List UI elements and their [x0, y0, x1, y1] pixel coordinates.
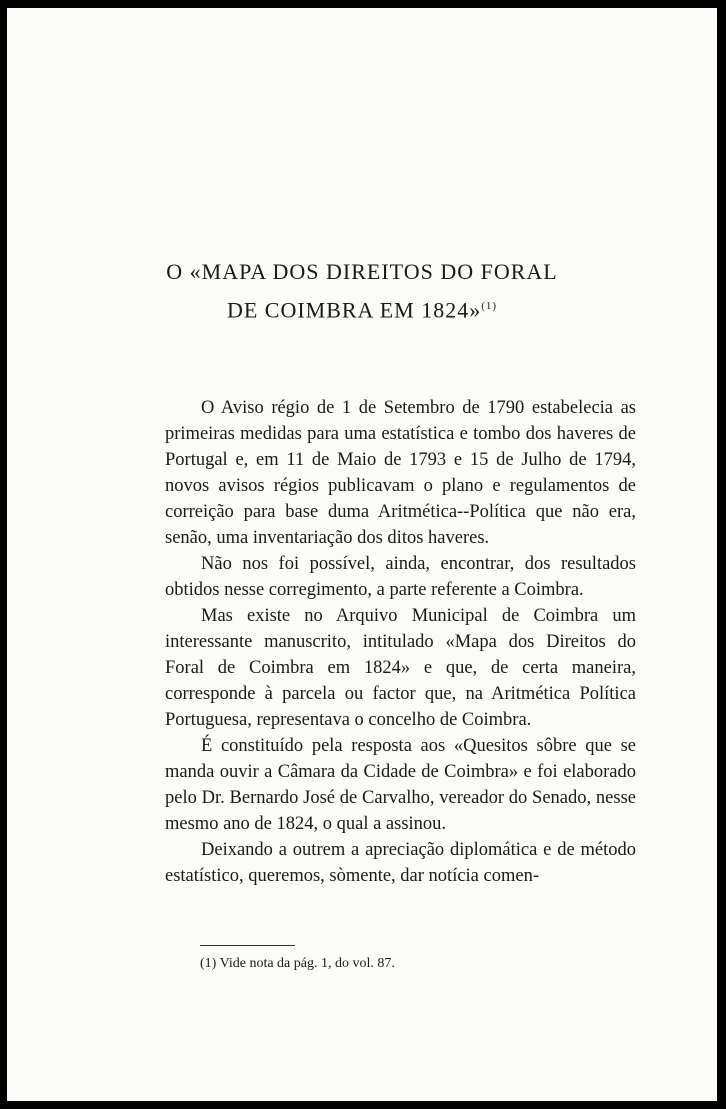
article-title [7, 255, 717, 327]
title-footnote-ref: (1) [481, 300, 498, 312]
paragraph: O Aviso régio de 1 de Setembro de 1790 estabelecia as primeiras medidas para uma estatística e tombo dos haveres de Portugal e, em 11 de Maio de 1793 e 15 de Julho de 1794, novos avisos régios publicavam o plano e regulamentos de correição para base duma Aritmética--Política que não era, senão, uma inventariação dos ditos haveres. [165, 398, 636, 548]
paragraph: É constituído pela resposta aos «Quesitos sôbre que se manda ouvir a Câmara da Cidade de Coimbra» e foi elaborado pelo Dr. Bernardo José de Carvalho, vereador do Senado, nesse mesmo ano de 1824, o qual a assinou. [165, 736, 636, 834]
footnote [200, 955, 395, 973]
page [7, 8, 717, 1101]
paragraph: Não nos foi possível, ainda, encontrar, dos resultados obtidos nesse corregimento, a parte referente a Coimbra. [165, 554, 636, 600]
title-line-1: O «MAPA DOS DIREITOS DO FORAL [166, 259, 558, 284]
paragraph: Deixando a outrem a apreciação diplomática e de método estatístico, queremos, sòmente, dar notícia comen- [165, 840, 636, 886]
footnote-marker: (1) [200, 956, 217, 971]
paragraph: Mas existe no Arquivo Municipal de Coimbra um interessante manuscrito, intitulado «Mapa dos Direitos do Foral de Coimbra em 1824» e que, de certa maneira, corresponde à parcela ou factor que, na Aritmética Política Portuguesa, representava o concelho de Coimbra. [165, 606, 636, 730]
title-line-2-text: DE COIMBRA EM 1824» [226, 297, 482, 323]
article-body [165, 395, 636, 889]
title-line-2 [7, 289, 717, 327]
footnote-divider [200, 945, 295, 946]
footnote-text: Vide nota da pág. 1, do vol. 87. [219, 956, 395, 971]
